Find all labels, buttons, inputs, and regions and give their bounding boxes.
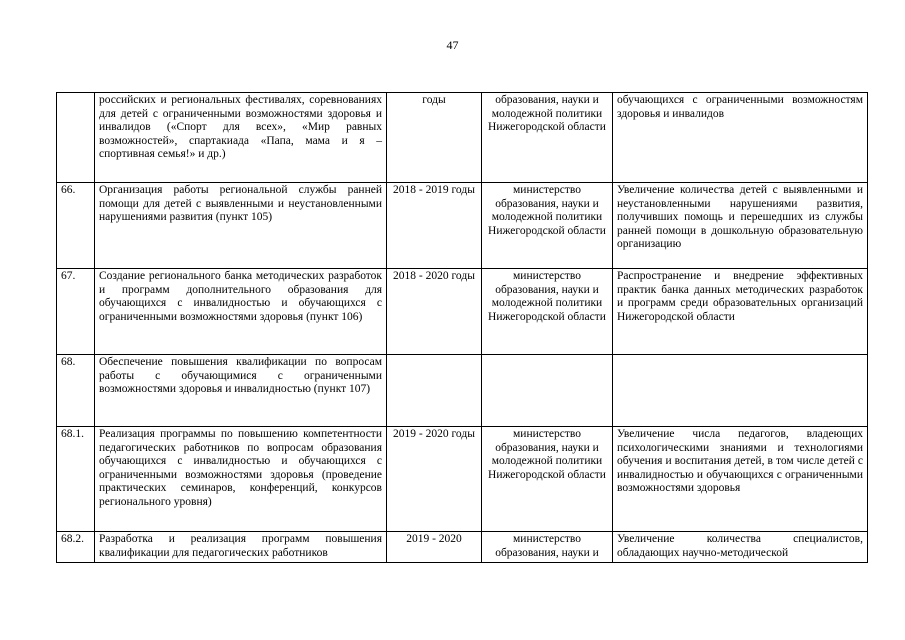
measure-name: Разработка и реализация программ повышения квалификации для педагогических работников [95,532,387,563]
page-number: 47 [446,38,459,52]
executor: образования, науки и молодежной политики Нижегородской области [482,93,613,183]
deadline: годы [387,93,482,183]
executor [482,355,613,427]
table-row [57,532,868,563]
executor: министерство образования, науки и молодежной политики Нижегородской области [482,269,613,355]
measure-name: Создание регионального банка методических разработок и программ дополнительного образования для обучающихся с инвалидностью и обучающихся с ограниченными возможностями здоровья (пункт 106) [95,269,387,355]
expected-result: обучающихся с ограниченными возможностям здоровья и инвалидов [613,93,868,183]
table-row [57,427,868,532]
row-number: 68. [57,355,95,427]
executor: министерство образования, науки и [482,532,613,563]
table-row [57,355,868,427]
measure-name: Организация работы региональной службы ранней помощи для детей с выявленными и неустановленными нарушениями развития (пункт 105) [95,183,387,269]
table-row [57,269,868,355]
expected-result: Увеличение количества специалистов, обладающих научно-методической [613,532,868,563]
row-number: 67. [57,269,95,355]
expected-result: Увеличение количества детей с выявленными и неустановленными нарушениями развития, получивших помощь и перешедших из службы ранней помощи в дошкольную образовательную организацию [613,183,868,269]
row-number: 68.2. [57,532,95,563]
measure-name: Обеспечение повышения квалификации по вопросам работы с обучающимися с ограниченными возможностями здоровья и инвалидностью (пункт 107) [95,355,387,427]
deadline: 2019 - 2020 [387,532,482,563]
measure-name: российских и региональных фестивалях, соревнованиях для детей с ограниченными возможностями здоровья и инвалидов («Спорт для всех», «Мир равных возможностей», спартакиада «Папа, мама и я – спортивная семья!» и др.) [95,93,387,183]
expected-result: Увеличение числа педагогов, владеющих психологическими знаниями и технологиями обучения и воспитания детей, в том числе детей с инвалидностью и обучающихся с ограниченными возможностями здоровья [613,427,868,532]
deadline: 2018 - 2019 годы [387,183,482,269]
table-row [57,183,868,269]
expected-result [613,355,868,427]
executor: министерство образования, науки и молодежной политики Нижегородской области [482,183,613,269]
row-number: 66. [57,183,95,269]
measure-name: Реализация программы по повышению компетентности педагогических работников по вопросам образования обучающихся с инвалидностью и обучающихся с ограниченными возможностями здоровья (проведение практических семинаров, конференций, конкурсов регионального уровня) [95,427,387,532]
row-number [57,93,95,183]
expected-result: Распространение и внедрение эффективных практик банка данных методических разработок и программ среди образовательных организаций Нижегородской области [613,269,868,355]
table-row [57,93,868,183]
plan-table [56,92,868,563]
deadline [387,355,482,427]
executor: министерство образования, науки и молодежной политики Нижегородской области [482,427,613,532]
deadline: 2018 - 2020 годы [387,269,482,355]
deadline: 2019 - 2020 годы [387,427,482,532]
row-number: 68.1. [57,427,95,532]
